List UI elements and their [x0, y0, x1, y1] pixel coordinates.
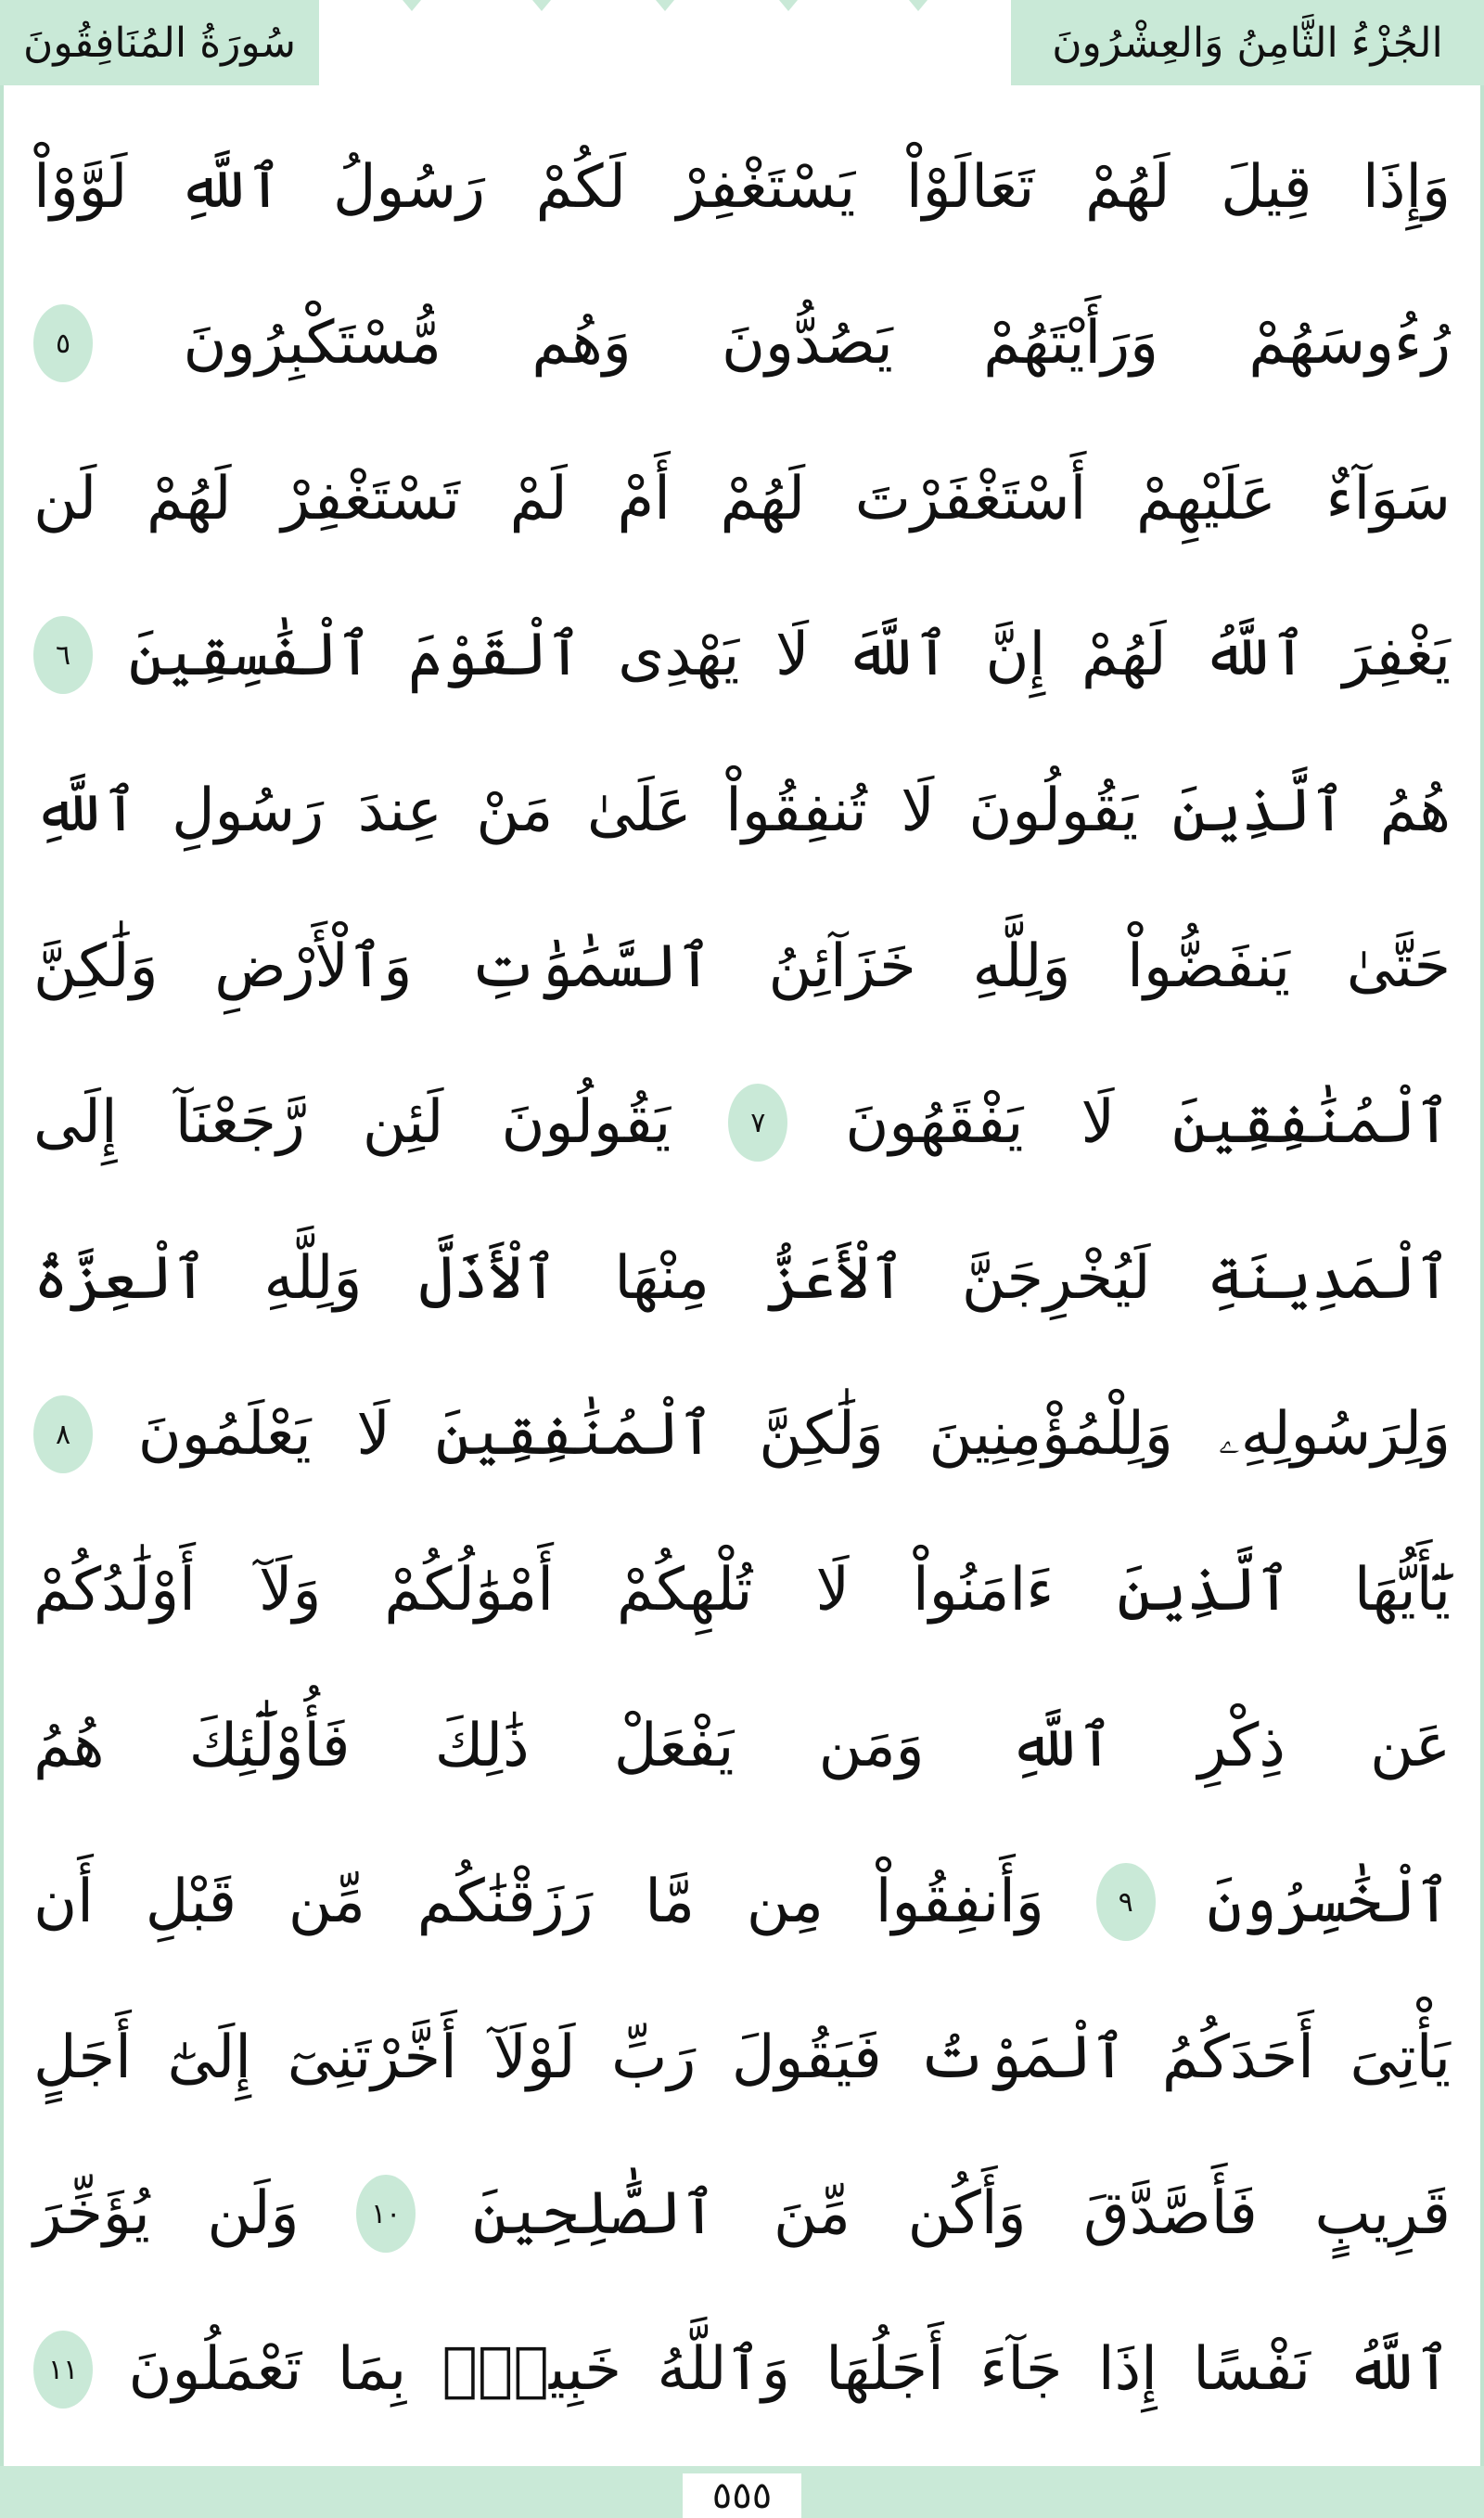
- verse-line: [33, 421, 1451, 577]
- verse-word: خَزَآئِنُ: [768, 932, 916, 1001]
- verse-word: إِلَىٰٓ: [167, 2023, 252, 2092]
- ayah-number: ٧: [750, 1106, 766, 1139]
- verse-line: [33, 1045, 1451, 1201]
- verse-word: يَفْعَلْ: [613, 1712, 735, 1780]
- verse-word: أَخَّرْتَنِىٓ: [287, 2023, 457, 2092]
- verse-word: وَلِلَّهِ: [263, 1244, 363, 1313]
- verse-word: تَسْتَغْفِرْ: [281, 465, 460, 533]
- ayah-number-marker: [1096, 1863, 1156, 1941]
- verse-word: يَسْتَغْفِرْ: [676, 153, 856, 222]
- ayah-number: ٦: [55, 638, 71, 672]
- verse-word: ٱللَّهِ: [1008, 1712, 1114, 1780]
- verse-word: إِذَا: [1097, 2335, 1158, 2404]
- verse-word: إِلَى: [33, 1088, 118, 1157]
- verse-line: [33, 733, 1451, 889]
- verse-word: ٱلْأَذَلَّ: [418, 1244, 558, 1313]
- verse-word: وَلَن: [207, 2179, 300, 2248]
- verse-word: تَعَالَوْاْ: [905, 153, 1035, 222]
- juz-title: الجُزْءُ الثَّامِنُ وَالعِشْرُونَ: [1052, 19, 1443, 67]
- verse-word: ٱلْأَعَزُّ: [765, 1244, 905, 1313]
- verse-word: مَنْ: [476, 777, 554, 845]
- verse-word: وَلِرَسُولِهِۦ: [1218, 1400, 1451, 1469]
- verse-word: لَمْ: [509, 465, 568, 533]
- verse-word: أَجَلُهَا: [825, 2335, 944, 2404]
- verse-word: إِنَّ: [985, 621, 1046, 689]
- verse-word: أَوْلَٰدُكُمْ: [33, 1556, 196, 1625]
- verse-word: لَا: [1081, 1088, 1115, 1157]
- verse-word: وَإِذَا: [1362, 153, 1451, 222]
- verse-word: ٱلَّذِينَ: [1171, 777, 1347, 845]
- verse-word: يَغْفِرَ: [1342, 621, 1451, 689]
- verse-word: يُؤَخِّرَ: [33, 2179, 150, 2248]
- ayah-number-marker: [33, 2331, 93, 2409]
- verse-word: ٱلْعِزَّةُ: [33, 1244, 208, 1313]
- verse-word: مِن: [746, 1868, 824, 1936]
- verse-word: وَٱللَّهُ: [657, 2335, 790, 2404]
- verse-word: تَعْمَلُونَ: [128, 2335, 302, 2404]
- verse-word: مِّنَ: [773, 2179, 851, 2248]
- verse-word: يَصُدُّونَ: [722, 309, 893, 378]
- verse-line: [33, 1201, 1451, 1356]
- verse-word: ذِكْرِ: [1197, 1712, 1286, 1780]
- verse-word: رَّجَعْنَآ: [174, 1088, 305, 1157]
- verse-word: لَا: [901, 777, 935, 845]
- verse-word: عَلَيْهِمْ: [1135, 465, 1276, 533]
- verse-word: وَلَٰكِنَّ: [33, 932, 159, 1001]
- verse-line: [33, 265, 1451, 421]
- verse-word: ٱلْمُنَٰفِقِينَ: [1172, 1088, 1451, 1157]
- verse-word: يَعْلَمُونَ: [137, 1400, 312, 1469]
- verse-word: ٱللَّهِ: [33, 777, 138, 845]
- verse-word: أَسْتَغْفَرْتَ: [854, 465, 1087, 533]
- juz-title-box: [1011, 0, 1484, 85]
- verse-word: رَسُولُ: [332, 153, 486, 222]
- verse-word: ءَامَنُواْ: [913, 1556, 1055, 1625]
- verse-word: لَن: [33, 465, 97, 533]
- verse-word: وَلِلَّهِ: [972, 932, 1071, 1001]
- ayah-number-marker: [728, 1084, 787, 1162]
- verse-word: يَهْدِى: [618, 621, 740, 689]
- ayah-number-marker: [356, 2175, 416, 2253]
- verse-area: [33, 109, 1451, 2447]
- verse-word: ٱلْقَوْمَ: [408, 621, 582, 689]
- verse-word: ٱللَّهُ: [1202, 621, 1307, 689]
- verse-word: فَيَقُولَ: [731, 2023, 882, 2092]
- verse-line: [33, 577, 1451, 733]
- verse-word: مَّا: [645, 1868, 696, 1936]
- verse-word: وَأَنفِقُواْ: [875, 1868, 1044, 1936]
- page-number: ٥٥٥: [711, 2474, 773, 2517]
- verse-word: لَوْلَآ: [493, 2023, 576, 2092]
- verse-word: بِمَا: [337, 2335, 407, 2404]
- ayah-number-marker: [33, 304, 93, 382]
- ayah-number: ١٠: [371, 2197, 402, 2230]
- verse-word: لَهُمْ: [720, 465, 806, 533]
- verse-word: مِنْهَا: [614, 1244, 710, 1313]
- verse-word: حَتَّىٰ: [1346, 932, 1451, 1001]
- verse-word: رَسُولِ: [172, 777, 325, 845]
- verse-word: مِّن: [288, 1868, 365, 1936]
- verse-word: لَا: [815, 1556, 850, 1625]
- verse-word: ٱلصَّٰلِحِينَ: [472, 2179, 717, 2248]
- verse-word: وَمَن: [818, 1712, 925, 1780]
- verse-word: يَقُولُونَ: [968, 777, 1139, 845]
- verse-word: أَمْوَٰلُكُمْ: [384, 1556, 554, 1625]
- verse-word: ذَٰلِكَ: [434, 1712, 530, 1780]
- verse-word: نَفْسًا: [1193, 2335, 1311, 2404]
- verse-word: وَهُم: [531, 309, 632, 378]
- verse-word: يَٰٓأَيُّهَا: [1353, 1556, 1451, 1625]
- verse-word: ٱللَّهَ: [845, 621, 950, 689]
- page-number-box: [683, 2473, 801, 2518]
- verse-word: يَأْتِىَ: [1350, 2023, 1451, 2092]
- verse-line: [33, 2136, 1451, 2292]
- verse-word: عَن: [1370, 1712, 1451, 1780]
- verse-word: رُءُوسَهُمْ: [1248, 309, 1451, 378]
- verse-word: عَلَىٰ: [586, 777, 692, 845]
- verse-word: قَرِيبٍ: [1314, 2179, 1451, 2248]
- verse-word: لَكُمْ: [535, 153, 627, 222]
- verse-word: ٱلْمَوْتُ: [917, 2023, 1127, 2092]
- verse-word: أَجَلٍ: [33, 2023, 132, 2092]
- verse-word: رَزَقْنَٰكُم: [416, 1868, 594, 1936]
- verse-word: يَنفَضُّواْ: [1127, 932, 1290, 1001]
- verse-word: قَبْلِ: [145, 1868, 237, 1936]
- verse-word: لَا: [775, 621, 810, 689]
- verse-line: [33, 1668, 1451, 1824]
- header-ornament: [319, 0, 1011, 13]
- verse-word: وَلَٰكِنَّ: [759, 1400, 884, 1469]
- verse-word: أَمْ: [617, 465, 671, 533]
- verse-word: وَرَأَيْتَهُمْ: [983, 309, 1158, 378]
- verse-word: هُمُ: [33, 1712, 105, 1780]
- verse-line: [33, 889, 1451, 1045]
- verse-word: ٱلْخَٰسِرُونَ: [1207, 1868, 1451, 1936]
- verse-word: وَٱلْأَرْضِ: [214, 932, 413, 1001]
- verse-line: [33, 109, 1451, 265]
- verse-line: [33, 1980, 1451, 2136]
- verse-word: رَبِّ: [611, 2023, 697, 2092]
- verse-word: قِيلَ: [1221, 153, 1312, 222]
- verse-word: لَئِن: [362, 1088, 444, 1157]
- verse-line: [33, 1824, 1451, 1980]
- verse-word: لَهُمْ: [1081, 621, 1167, 689]
- verse-line: [33, 1512, 1451, 1668]
- ayah-number: ١١: [48, 2353, 79, 2386]
- verse-word: لَهُمْ: [146, 465, 232, 533]
- verse-word: فَأُوْلَٰٓئِكَ: [188, 1712, 351, 1780]
- verse-word: وَأَكُن: [907, 2179, 1027, 2248]
- page-header: [0, 0, 1484, 85]
- header-divider: [319, 0, 1011, 85]
- verse-word: هُمُ: [1379, 777, 1451, 845]
- verse-word: سَوَآءٌ: [1325, 465, 1451, 533]
- verse-word: أَحَدَكُمُ: [1161, 2023, 1314, 2092]
- verse-word: لَا: [356, 1400, 390, 1469]
- verse-word: وَلَآ: [258, 1556, 322, 1625]
- verse-line: [33, 2292, 1451, 2447]
- ayah-number: ٥: [56, 327, 71, 360]
- verse-word: أَن: [33, 1868, 94, 1936]
- verse-word: ٱللَّهُ: [1346, 2335, 1451, 2404]
- verse-word: ٱلْفَٰسِقِينَ: [128, 621, 373, 689]
- verse-word: يَفْقَهُونَ: [845, 1088, 1024, 1157]
- verse-word: لَوَّوْاْ: [33, 153, 128, 222]
- ayah-number: ٩: [1118, 1885, 1133, 1919]
- verse-word: عِندَ: [357, 777, 442, 845]
- verse-word: خَبِيرُۢ: [441, 2335, 622, 2404]
- verse-word: ٱلسَّمَٰوَٰتِ: [468, 932, 712, 1001]
- verse-word: فَأَصَّدَّقَ: [1083, 2179, 1258, 2248]
- verse-word: ٱللَّهِ: [177, 153, 283, 222]
- surah-title-box: [0, 0, 319, 85]
- verse-word: تُلْهِكُمْ: [617, 1556, 753, 1625]
- verse-word: ٱلْمَدِينَةِ: [1207, 1244, 1451, 1313]
- ayah-number-marker: [33, 616, 93, 694]
- verse-word: وَلِلْمُؤْمِنِينَ: [928, 1400, 1173, 1469]
- verse-word: ٱلَّذِينَ: [1117, 1556, 1291, 1625]
- verse-line: [33, 1356, 1451, 1512]
- page-footer: [0, 2466, 1484, 2518]
- verse-word: ٱلْمُنَٰفِقِينَ: [435, 1400, 714, 1469]
- verse-word: جَآءَ: [979, 2335, 1063, 2404]
- verse-word: يَقُولُونَ: [501, 1088, 672, 1157]
- verse-word: تُنفِقُواْ: [725, 777, 867, 845]
- verse-word: لَهُمْ: [1084, 153, 1171, 222]
- verse-word: لَيُخْرِجَنَّ: [961, 1244, 1151, 1313]
- ayah-number: ٨: [55, 1418, 71, 1451]
- ayah-number-marker: [33, 1395, 93, 1473]
- surah-title: سُورَةُ المُنَافِقُونَ: [23, 19, 296, 67]
- verse-word: مُّسْتَكْبِرُونَ: [183, 309, 441, 378]
